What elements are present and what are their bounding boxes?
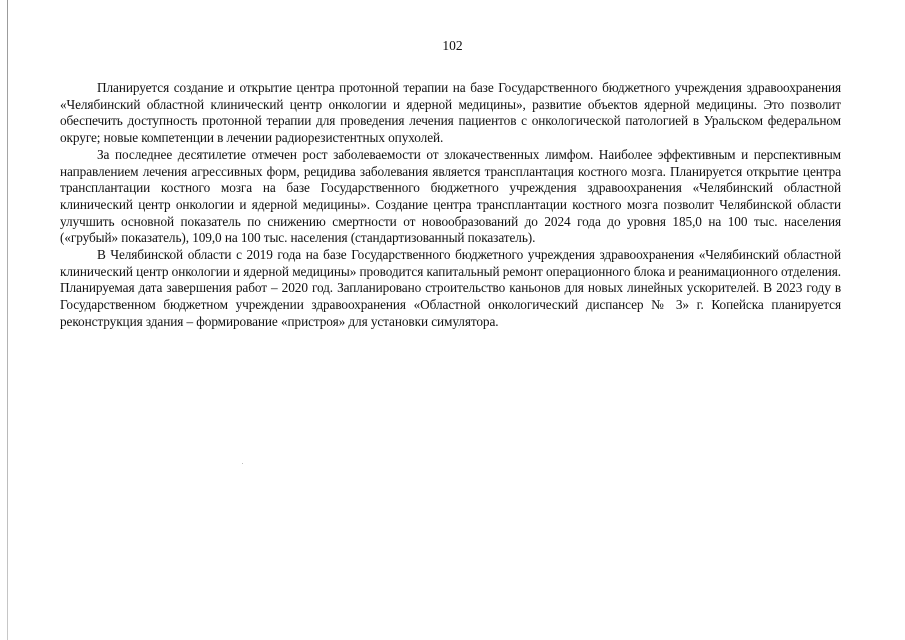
document-body	[60, 80, 841, 331]
scan-page-edge	[7, 0, 8, 640]
scan-speck	[242, 463, 243, 464]
paragraph-proton-therapy: Планируется создание и открытие центра протонной терапии на базе Государственного бюджетного учреждения здравоохранения «Челябинский областной клинический центр онкологии и ядерной медицины», развитие объектов ядерной медицины. Это позволит обеспечить доступность протонной терапии для проведения лечения пациентов с онкологической патологией в Уральском федеральном округе; новые компетенции в лечении радиорезистентных опухолей.	[60, 80, 841, 146]
paragraph-bone-marrow-transplant: За последнее десятилетие отмечен рост заболеваемости от злокачественных лимфом. Наиболее эффективным и перспективным направлением лечения агрессивных форм, рецидива заболевания является трансплантация костного мозга. Планируется открытие центра трансплантации костного мозга на базе Государственного бюджетного учреждения здравоохранения «Челябинский областной клинический центр онкологии и ядерной медицины». Создание центра трансплантации костного мозга позволит Челябинской области улучшить основной показатель по снижению смертности от новообразований до 2024 года до уровня 185,0 на 100 тыс. населения («грубый» показатель), 109,0 на 100 тыс. населения (стандартизованный показатель).	[60, 146, 841, 246]
paragraph-renovation: В Челябинской области с 2019 года на базе Государственного бюджетного учреждения здравоохранения «Челябинский областной клинический центр онкологии и ядерной медицины» проводится капитальный ремонт операционного блока и реанимационного отделения. Планируемая дата завершения работ – 2020 год. Запланировано строительство каньонов для новых линейных ускорителей. В 2023 году в Государственном бюджетном учреждении здравоохранения «Областной онкологический диспансер № 3» г. Копейска планируется реконструкция здания – формирование «пристроя» для установки симулятора.	[60, 247, 841, 329]
page-number: 102	[442, 38, 463, 53]
